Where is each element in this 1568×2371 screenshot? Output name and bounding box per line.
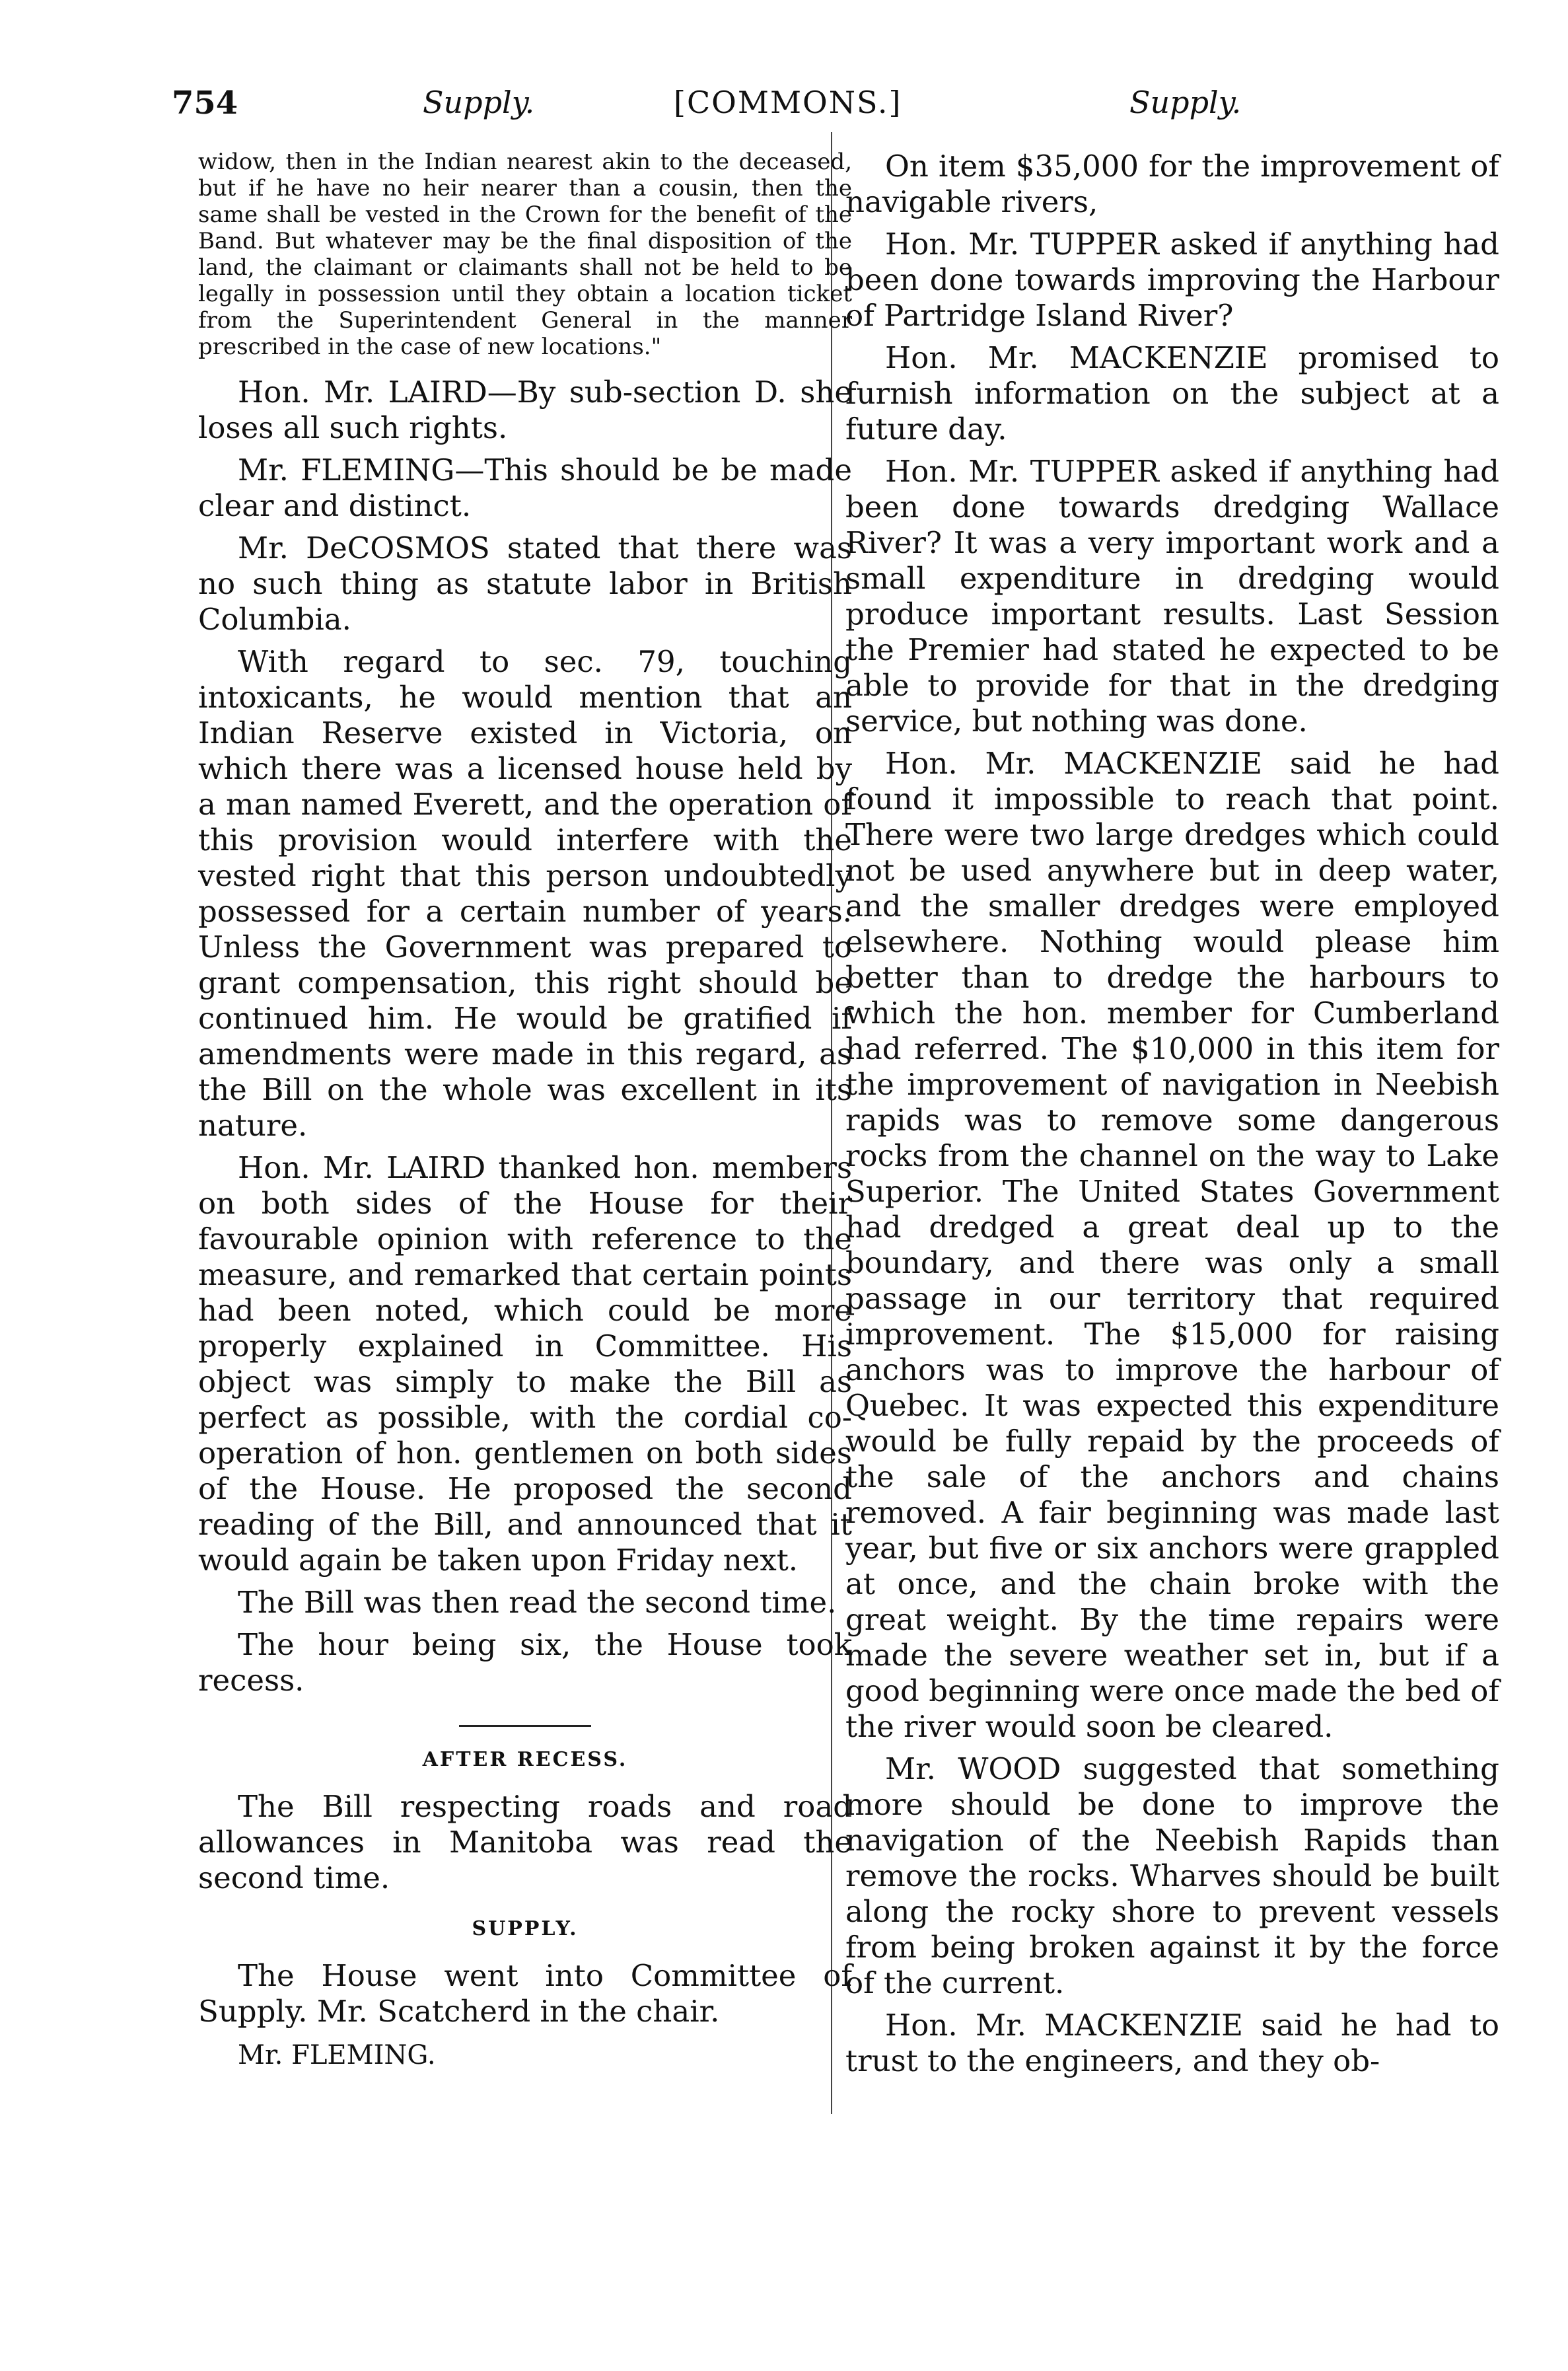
paragraph: Mr. WOOD suggested that something more should be done to improve the navigation of the Neebish Rapids than remove the rocks. Wharves should be built along the rocky shore to prevent vessels from being broken against it by the force of the current. — [845, 1751, 1499, 2000]
left-column — [198, 149, 852, 2072]
paragraph: The hour being six, the House took recess. — [198, 1627, 852, 1698]
paragraph: The Bill respecting roads and road allowances in Manitoba was read the second time. — [198, 1789, 852, 1895]
quoted-clause: widow, then in the Indian nearest akin to the deceased, but if he have no heir nearer than a cousin, then the same shall be vested in the Crown for the benefit of the Band. But whatever may be the final disposition of the land, the claimant or claimants shall not be held to be legally in possession until they obtain a location ticket from the Superintendent General in the manner prescribed in the case of new locations." — [198, 149, 852, 360]
running-head-right: Supply. — [1129, 85, 1242, 120]
running-head-center: [COMMONS.] — [674, 85, 902, 120]
paragraph: With regard to sec. 79, touching intoxicants, he would mention that an Indian Reserve existed in Victoria, on which there was a licensed house held by a man named Everett, and the operation of this provision would interfere with the vested right that this person undoubtedly possessed for a certain number of years. Unless the Government was prepared to grant compensation, this right should be continued him. He would be gratified if amendments were made in this regard, as the Bill on the whole was excellent in its nature. — [198, 644, 852, 1143]
paragraph: Hon. Mr. MACKENZIE said he had found it impossible to reach that point. There were two large dredges which could not be used anywhere but in deep water, and the smaller dredges were employed elsewhere. Nothing would please him better than to dredge the harbours to which the hon. member for Cumberland had referred. The $10,000 in this item for the improvement of navigation in Neebish rapids was to remove some dangerous rocks from the channel on the way to Lake Superior. The United States Government had dredged a great deal up to the boundary, and there was only a small passage in our territory that required improvement. The $15,000 for raising anchors was to improve the harbour of Quebec. It was expected this expenditure would be fully repaid by the proceeds of the sale of the anchors and chains removed. A fair beginning was made last year, but five or six anchors were grappled at once, and the chain broke with the great weight. By the time repairs were made the severe weather set in, but if a good beginning were once made the bed of the river would soon be cleared. — [845, 746, 1499, 1744]
section-heading-supply: SUPPLY. — [472, 1917, 579, 1940]
paragraph: Hon. Mr. LAIRD—By sub-section D. she loses all such rights. — [198, 375, 852, 445]
paragraph: Hon. Mr. LAIRD thanked hon. members on both sides of the House for their favourable opinion with reference to the measure, and remarked that certain points had been noted, which could be more properly explained in Committee. His object was simply to make the Bill as perfect as possible, with the cordial co-operation of hon. gentlemen on both sides of the House. He proposed the second reading of the Bill, and announced that it would again be taken upon Friday next. — [198, 1150, 852, 1578]
section-heading-after-recess: AFTER RECESS. — [422, 1748, 628, 1771]
paragraph: Hon. Mr. MACKENZIE said he had to trust to the engineers, and they ob- — [845, 2008, 1499, 2078]
closing-speaker: Mr. FLEMING. — [238, 2040, 436, 2070]
right-column — [845, 149, 1499, 2086]
section-rule — [459, 1725, 591, 1727]
paragraph: Hon. Mr. TUPPER asked if anything had been done towards dredging Wallace River? It was a very important work and a small expenditure in dredging would produce important results. Last Session the Premier had stated he expected to be able to provide for that in the dredging service, but nothing was done. — [845, 454, 1499, 739]
paragraph: Mr. FLEMING—This should be be made clear and distinct. — [198, 453, 852, 523]
running-head-left: Supply. — [423, 85, 535, 120]
paragraph: On item $35,000 for the improvement of navigable rivers, — [845, 149, 1499, 219]
paragraph: Hon. Mr. TUPPER asked if anything had been done towards improving the Harbour of Partridge Island River? — [845, 227, 1499, 333]
paragraph: The House went into Committee of Supply. Mr. Scatcherd in the chair. — [198, 1958, 852, 2029]
paragraph: Hon. Mr. MACKENZIE promised to furnish information on the subject at a future day. — [845, 340, 1499, 447]
paragraph: Mr. DeCOSMOS stated that there was no such thing as statute labor in British Columbia. — [198, 530, 852, 637]
paragraph: The Bill was then read the second time. — [238, 1585, 837, 1620]
page-header — [172, 85, 1255, 131]
page-number: 754 — [172, 85, 238, 122]
